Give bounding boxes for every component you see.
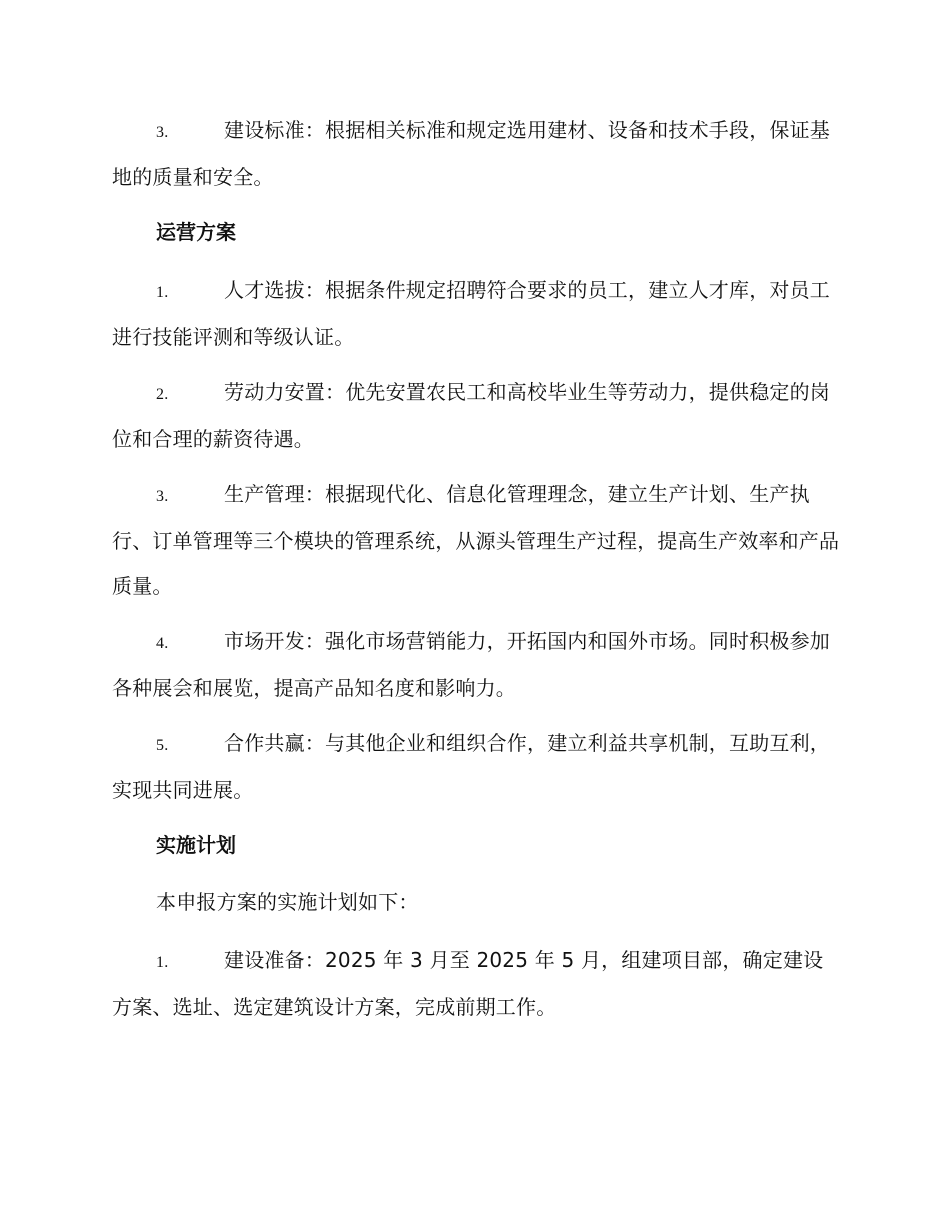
item-text: 建设标准：根据相关标准和规定选用建材、设备和技术手段，保证基地的质量和安全。 xyxy=(112,118,830,189)
operations-item-2 xyxy=(112,370,842,462)
item-text: 生产管理：根据现代化、信息化管理理念，建立生产计划、生产执行、订单管理等三个模块的管理系统，从源头管理生产过程，提高生产效率和产品质量。 xyxy=(112,482,840,598)
item-text: 劳动力安置：优先安置农民工和高校毕业生等劳动力，提供稳定的岗位和合理的薪资待遇。 xyxy=(112,380,830,451)
item-number: 3. xyxy=(156,488,169,505)
operations-item-3 xyxy=(112,472,842,609)
section-heading-implementation: 实施计划 xyxy=(156,833,236,857)
item-number: 5. xyxy=(156,737,169,754)
item-number: 4. xyxy=(156,635,169,652)
item-number: 2. xyxy=(156,386,169,403)
item-number: 1. xyxy=(156,954,169,971)
item-text: 人才选拔：根据条件规定招聘符合要求的员工，建立人才库，对员工进行技能评测和等级认证。 xyxy=(112,278,830,349)
section-heading-operations: 运营方案 xyxy=(156,220,236,244)
item-text: 合作共赢：与其他企业和组织合作，建立利益共享机制，互助互利，实现共同进展。 xyxy=(112,731,830,802)
item-number: 3. xyxy=(156,124,169,141)
operations-item-5 xyxy=(112,721,842,813)
operations-item-4 xyxy=(112,619,842,711)
item-text: 市场开发：强化市场营销能力，开拓国内和国外市场。同时积极参加各种展会和展览，提高产品知名度和影响力。 xyxy=(112,629,830,700)
operations-item-1 xyxy=(112,268,842,360)
item-number: 1. xyxy=(156,284,169,301)
construction-item-3 xyxy=(112,108,842,200)
implementation-intro: 本申报方案的实施计划如下： xyxy=(156,890,419,914)
item-text: 建设准备：2025 年 3 月至 2025 年 5 月，组建项目部，确定建设方案、选址、选定建筑设计方案，完成前期工作。 xyxy=(112,948,824,1019)
implementation-item-1 xyxy=(112,938,842,1030)
